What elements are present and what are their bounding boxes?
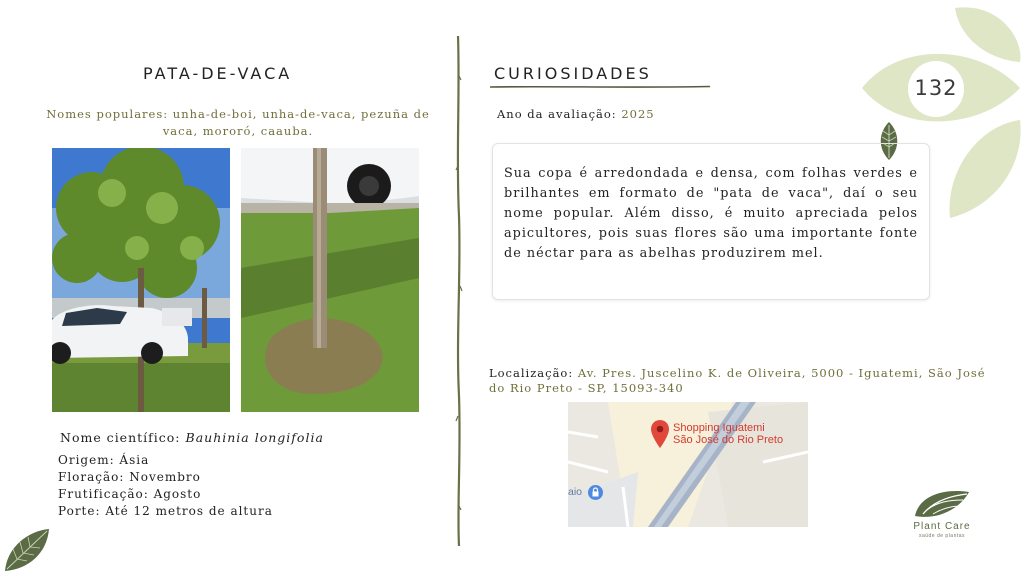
evaluation-year xyxy=(497,107,655,121)
location-value-2: do Rio Preto - SP, 15093-340 xyxy=(489,381,684,395)
lock-pin-icon[interactable] xyxy=(587,484,604,501)
plant-title: PATA-DE-VACA xyxy=(143,64,293,83)
fact-fruiting: Frutificação: Agosto xyxy=(58,487,202,501)
fact-origin: Origem: Ásia xyxy=(58,453,150,467)
description-card xyxy=(492,143,930,300)
popular-names-label: Nomes populares: xyxy=(46,107,169,121)
popular-names-value-1: unha-de-boi, unha-de-vaca, pezuña de xyxy=(172,107,430,121)
brand-name: Plant Care xyxy=(913,521,971,532)
map-place-label[interactable] xyxy=(673,422,783,446)
location-map[interactable] xyxy=(568,402,808,527)
leaf-icon xyxy=(3,527,51,573)
map-place-line-2: São José do Rio Preto xyxy=(673,434,784,446)
location-label: Localização: xyxy=(489,366,574,380)
evaluation-year-value: 2025 xyxy=(621,107,655,121)
scientific-name xyxy=(60,430,324,445)
scientific-name-label: Nome científico: xyxy=(60,430,181,445)
fact-size: Porte: Até 12 metros de altura xyxy=(58,504,273,518)
evaluation-year-label: Ano da avaliação: xyxy=(497,107,617,121)
map-partial-label: aio xyxy=(568,486,583,498)
location-value: Av. Pres. Juscelino K. de Oliveira, 5000 - Iguatemi, São José xyxy=(577,366,986,380)
location xyxy=(489,366,989,396)
brand-tagline: saúde de plantas xyxy=(918,533,966,539)
section-title: CURIOSIDADES xyxy=(494,64,652,83)
title-underline xyxy=(490,84,712,90)
fact-flowering: Floração: Novembro xyxy=(58,470,201,484)
map-place-line-1: Shopping Iguatemi xyxy=(673,422,765,434)
page-number: 132 xyxy=(914,76,958,100)
trunk-photo xyxy=(241,148,419,412)
vertical-divider xyxy=(452,36,466,546)
description-text: Sua copa é arredondada e densa, com folhas verdes e brilhantes em formato de "pata de vaca", daí o seu nome popular. Além disso, é muito apreciada pelos apicultores, pois suas flores são uma importante fonte de néctar para as abelhas produzirem mel. xyxy=(504,166,918,261)
popular-names xyxy=(36,106,440,140)
tree-photo xyxy=(52,148,230,412)
popular-names-value-2: vaca, mororó, caauba. xyxy=(162,124,314,138)
plant-care-logo xyxy=(913,488,971,522)
map-pin-icon[interactable] xyxy=(650,419,670,449)
scientific-name-value: Bauhinia longifolia xyxy=(185,430,324,445)
plant-facts xyxy=(58,452,273,520)
